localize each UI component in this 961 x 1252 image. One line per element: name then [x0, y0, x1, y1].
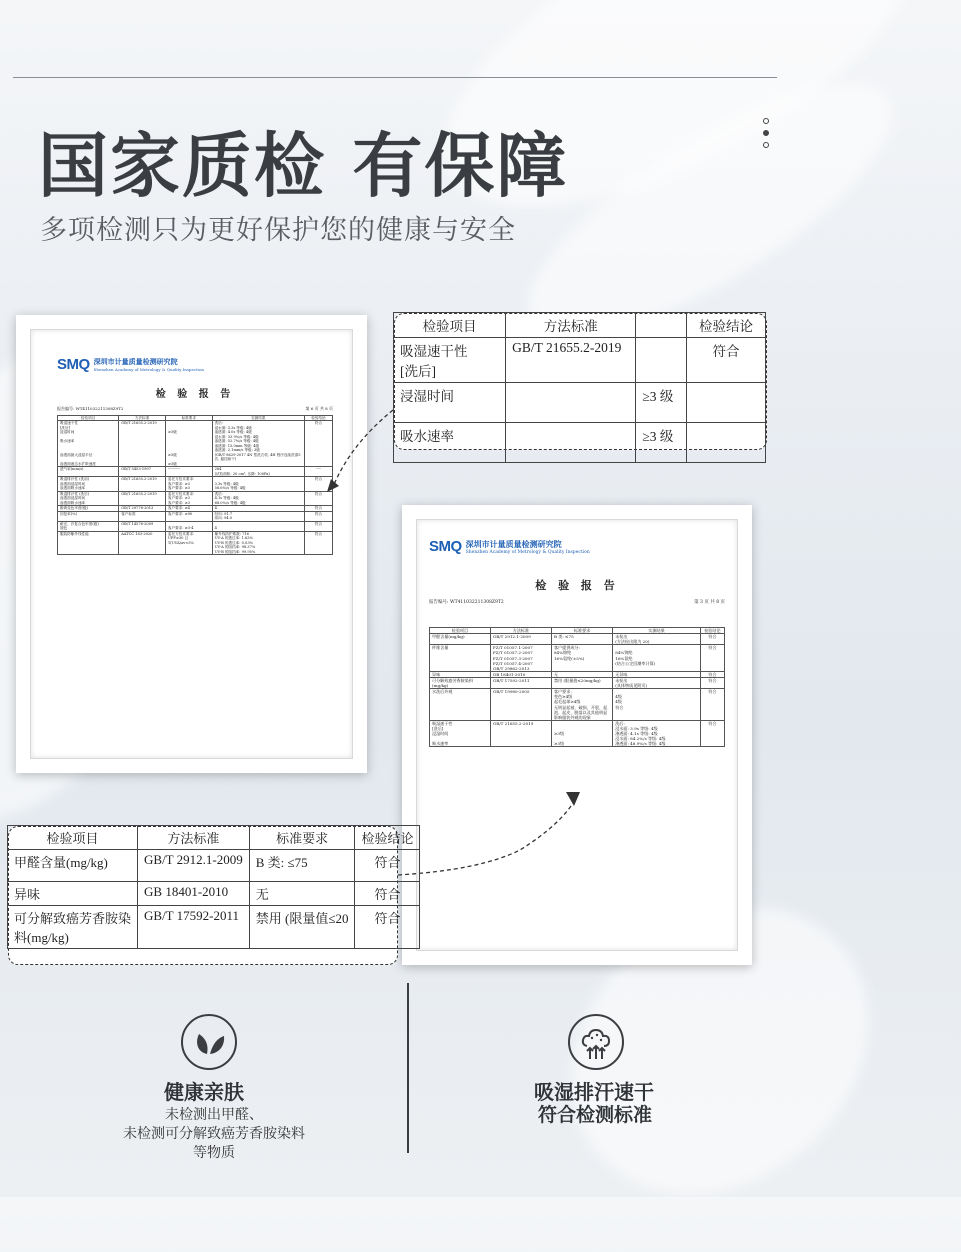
table-cell: GB/T 14576-2009	[119, 521, 166, 531]
table-cell	[687, 383, 766, 423]
table-cell: 禁用 (限量值≤20mg/kg)	[551, 677, 612, 688]
report-title: 检 验 报 告	[535, 579, 619, 592]
table-cell: 符合	[700, 645, 724, 672]
table-cell: GB 18401-2010	[490, 671, 551, 677]
table-cell: 客户要求: ≥4	[165, 506, 212, 511]
column-header: 实测结果	[613, 628, 701, 634]
table-cell	[506, 383, 636, 423]
table-cell: ----	[304, 467, 332, 477]
report-number: 报告编号: WT411032211308Z9T2	[429, 600, 504, 605]
table-cell: 符合	[355, 850, 420, 882]
table-cell: 委托方技术要求: 客户要求: ≥3 客户要求: ≥3	[165, 477, 212, 491]
table-cell: 可分解致癌芳香胺染 料(mg/kg)	[8, 906, 138, 949]
table-cell: 无	[551, 671, 612, 677]
feature-divider	[407, 983, 409, 1153]
table-cell	[636, 338, 687, 383]
table-cell: 洗后: 浸水面: 3.9s 等级: 4级 渗透面: 4.1s 等级: 4级 浸水面: 84.2%/s 等级: 4级 渗透面: 48.9%/s 等级: 4级	[613, 720, 701, 747]
table-cell: 吸水速率	[394, 423, 506, 463]
table-cell: ----------	[165, 467, 212, 477]
table-cell: AATCC 183-2020	[119, 531, 166, 554]
table-cell: GB/T 21655.2-2019	[490, 720, 551, 747]
table-cell: GB/T 21655.2-2019	[119, 477, 166, 491]
table-cell: 吸湿速干性 [洗后]	[394, 338, 506, 383]
leaf-icon	[181, 1014, 237, 1070]
column-header: 检验结论	[355, 826, 420, 850]
table-cell: 浸湿时间	[394, 383, 506, 423]
table-cell: 符合	[304, 477, 332, 491]
table-row	[8, 850, 420, 882]
column-header: 方法标准	[119, 416, 166, 421]
table-cell: 异味	[8, 882, 138, 906]
table-cell: 透气率(mm/s)	[58, 467, 119, 477]
column-header: 检验结论	[304, 416, 332, 421]
arrow-head-2	[566, 792, 580, 806]
table-header-row	[8, 826, 420, 850]
table-cell: 吸湿排汗性 (洗前) 渗透面浸湿时间 渗透面吸水速率	[58, 477, 119, 491]
feature-desc-quickdry: 符合检测标准	[537, 1104, 652, 1126]
table-cell: GB/T 2912.1-2009	[138, 850, 250, 882]
column-header: 检验结论	[700, 628, 724, 634]
table-cell: 无异味	[613, 671, 701, 677]
column-header: 检验项目	[430, 628, 491, 634]
table-cell: 洗后: 4.1s 等级: 4级 68.0%/s 等级: 4级	[212, 491, 304, 505]
table-cell: 4	[212, 506, 304, 511]
table-cell: 符合	[700, 720, 724, 747]
table-cell: 符合	[355, 906, 420, 949]
table-cell: 符合	[304, 506, 332, 511]
column-header: 方法标准	[138, 826, 250, 850]
zoom-table-2	[7, 825, 420, 949]
table-cell	[687, 423, 766, 463]
table-cell: GB 18401-2010	[138, 882, 250, 906]
table-cell: 耐光、汗复合色牢度(级) 褪色	[58, 521, 119, 531]
table-cell: ≥3级 ≥3级 ≥3级	[165, 421, 212, 467]
table-cell: 4级 4级 符合	[613, 689, 701, 721]
zoom-callout-1	[394, 313, 767, 450]
column-header: 标准要求	[165, 416, 212, 421]
report-number: 报告编号: WT411032211308Z9T2	[57, 406, 124, 411]
table-cell: B 类: ≤75	[551, 634, 612, 645]
table-cell: FZ/T 01057.1-2007 FZ/T 01057.2-2007 FZ/T 01057.3-2007 FZ/T 01057.4-2007 GB/T 29862-2013	[490, 645, 551, 672]
feature-desc-healthy: 未检测出甲醛、 未检测可分解致癌芳香胺染料 等物质	[123, 1107, 305, 1161]
table-cell: 吸湿排汗性 (洗后) 渗透面浸湿时间 渗透面吸水速率	[58, 491, 119, 505]
table-cell: 符合	[304, 521, 332, 531]
table-cell: 3.3s 等级: 4级 58.6%/s 等级: 4级	[212, 477, 304, 491]
report-page: 第 3 页 共 8 页	[694, 600, 725, 605]
table-cell: 符合	[304, 421, 332, 467]
table-cell: 符合	[700, 671, 724, 677]
table-cell: GB/T 29778-2013	[119, 506, 166, 511]
table-cell: GB/T 19980-2005	[490, 689, 551, 721]
table-cell: 客户提供成分: 84%锦纶 16%氨纶(±5%)	[551, 645, 612, 672]
table-cell: ≥3 级	[636, 423, 687, 463]
page-title: 国家质检 有保障	[38, 125, 569, 207]
table-cell: 4	[212, 521, 304, 531]
table-cell: 可分解致癌芳香胺染料(mg/kg)	[430, 677, 491, 688]
table-cell: 异味	[430, 671, 491, 677]
table-cell: 未检出 (具体物质见附页)	[613, 677, 701, 688]
table-cell: 委托方技术要求: 客户要求: ≥3 客户要求: ≥3	[165, 491, 212, 505]
connector-line-1	[333, 410, 393, 487]
column-header: 检验结论	[687, 313, 766, 338]
table-cell: 服装防紫外线性能	[58, 531, 119, 554]
fabric-icon	[568, 1014, 624, 1070]
table-cell: 84%锦纶 16%氨纶 (结合公定回潮率计算)	[613, 645, 701, 672]
table-cell: GB/T 21655.2-2019	[119, 421, 166, 467]
table-cell: 禁用 (限量值≤20	[249, 906, 355, 949]
table-cell: GB/T 21655.2-2019	[506, 338, 636, 383]
table-cell: 洗后: 浸水面: 3.3s 等级: 4级 渗透面: 4.0s 等级: 4级 浸水面: 33.9%/s 等级: 4级 渗透面: 52.7%/s 等级: 4级 渗透面: 15.0mm 等级: 4级 渗透面: 2.1mm/s 等级: 3级 (GB/T 8629-2017 4N 型洗衣机, 4H 程序连续洗涤5次, 悬挂晾干)	[212, 421, 304, 467]
table-row	[8, 906, 420, 949]
table-header-row	[394, 313, 766, 338]
table-row	[394, 383, 766, 423]
report-page: 第 6 页 共 8 页	[305, 406, 333, 411]
column-header: 方法标准	[490, 628, 551, 634]
table-row	[394, 338, 766, 383]
table-cell: GB/T 21655.2-2019	[119, 491, 166, 505]
table-row	[394, 423, 766, 463]
report-title: 检 验 报 告	[155, 389, 235, 400]
feature-title-quickdry: 吸湿排汗速干	[534, 1080, 654, 1104]
table-cell: 符合	[355, 882, 420, 906]
zoom-callout-2	[8, 826, 414, 965]
table-cell: 酚黄变色牢度(级)	[58, 506, 119, 511]
table-cell: GB/T 17592-2011	[138, 906, 250, 949]
connector-line-2	[398, 800, 575, 875]
table-cell: 符合	[700, 689, 724, 721]
table-cell: 符合	[687, 338, 766, 383]
table-cell: 水洗后外观	[430, 689, 491, 721]
table-cell: 284 (试验面积: 20 cm², 压降: 100Pa)	[212, 467, 304, 477]
table-cell: 纤维含量	[430, 645, 491, 672]
table-cell: 符合	[700, 634, 724, 645]
table-cell: GB/T 5453-1997	[119, 467, 166, 477]
table-cell: ≥3级 ≥3级	[551, 720, 612, 747]
column-header: 标准要求	[551, 628, 612, 634]
table-cell: GB/T 17592-2011	[490, 677, 551, 688]
table-cell: 吸湿速干性 [洗后] 浸湿时间 吸水速率 渗透面最大浸湿半径 渗透面液态水扩散速度	[58, 421, 119, 467]
column-header: 实测结果	[212, 416, 304, 421]
table-cell: 客户要求: ≥3-4	[165, 521, 212, 531]
column-header: 检验项目	[394, 313, 506, 338]
table-cell: B 类: ≤75	[249, 850, 355, 882]
table-cell: 经向: 91.7 纬向: 94.0	[212, 511, 304, 521]
column-header: 方法标准	[506, 313, 636, 338]
table-cell: 符合	[700, 677, 724, 688]
column-header: 检验项目	[8, 826, 138, 850]
table-cell	[506, 423, 636, 463]
table-cell: 紫外线防护系数: 716 UV-A 的透过率: 1.63% UV-B 的透过率: 0.03% UV-A 的阻挡率: 98.37% UV-B 的阻挡率: 99.95%	[212, 531, 304, 554]
table-cell: 符合	[304, 531, 332, 554]
column-header: 标准要求	[249, 826, 355, 850]
column-header	[636, 313, 687, 338]
table-cell: 符合	[304, 511, 332, 521]
column-header: 检验项目	[58, 416, 119, 421]
table-row	[8, 882, 420, 906]
table-cell: 未检出 (方法检出限为 20)	[613, 634, 701, 645]
table-cell: 甲醛含量(mg/kg)	[8, 850, 138, 882]
table-cell: 无	[249, 882, 355, 906]
table-cell: 吸湿速干性 [洗后] 浸湿时间 吸水速率	[430, 720, 491, 747]
table-cell: 客户标准	[119, 511, 166, 521]
table-cell: 客户要求: 变色≥4级 起毛起球≥4级 无明显起皱、破损、开裂、起泡、起皮、脱落以及其他明显影响服装外观的现象	[551, 689, 612, 721]
table-cell: ≥3 级	[636, 383, 687, 423]
table-cell: 回复率(%)	[58, 511, 119, 521]
table-cell: 客户要求: ≥90	[165, 511, 212, 521]
page-subtitle: 多项检测只为更好保护您的健康与安全	[40, 215, 516, 246]
smq-logo: SMQ 深圳市计量质量检测研究院 Shenzhen Academy of Metrology & Quality Inspection	[57, 356, 204, 373]
table-cell: 委托方技术要求: UPF≥30 且 T(UVA)av<5%	[165, 531, 212, 554]
arrow-head-1	[327, 479, 339, 492]
table-cell: GB/T 2912.1-2009	[490, 634, 551, 645]
table-cell: 符合	[304, 491, 332, 505]
table-cell: 甲醛含量(mg/kg)	[430, 634, 491, 645]
feature-title-healthy: 健康亲肤	[164, 1080, 244, 1104]
smq-logo: SMQ 深圳市计量质量检测研究院 Shenzhen Academy of Metrology & Quality Inspection	[429, 538, 590, 555]
zoom-table-1	[393, 312, 766, 463]
